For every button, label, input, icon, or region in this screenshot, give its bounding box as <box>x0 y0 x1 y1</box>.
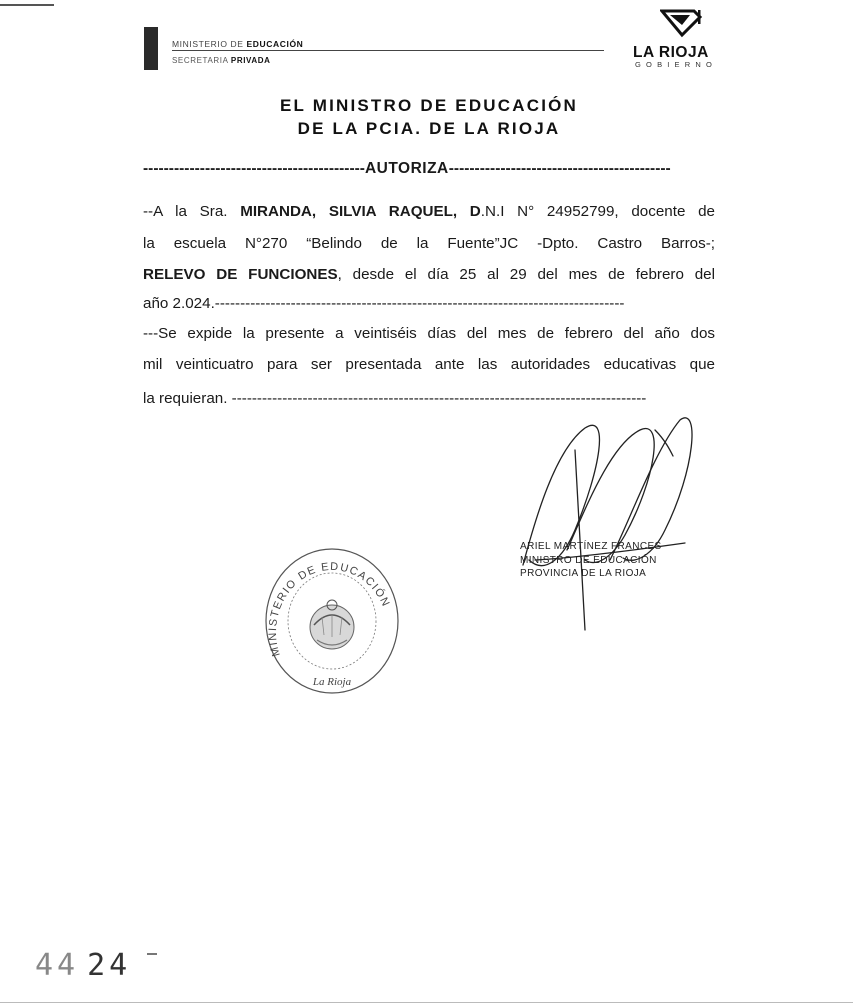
page-number: 44 24 <box>35 948 132 983</box>
body-line-1: --A la Sra. MIRANDA, SILVIA RAQUEL, D.N.I N° 24952799, docente de <box>143 203 715 220</box>
seal-ring-label: MINISTERIO DE EDUCACIÓN <box>266 560 392 658</box>
signatory-name: ARIEL MARTÍNEZ FRANCES <box>520 541 662 552</box>
body-line-4: año 2.024.--------------------------------------------------------------------------------- <box>143 295 625 312</box>
la-rioja-logo-sub: GOBIERNO <box>635 60 718 69</box>
la-rioja-logo-icon <box>660 8 704 38</box>
letterhead-office: SECRETARIA PRIVADA <box>172 56 271 65</box>
body-line-2: la escuela N°270 “Belindo de la Fuente”JC -Dpto. Castro Barros-; <box>143 235 715 252</box>
body-line-3: RELEVO DE FUNCIONES, desde el día 25 al 29 del mes de febrero del <box>143 266 715 283</box>
letterhead-ministry: MINISTERIO DE EDUCACIÓN <box>172 39 304 49</box>
body-line-6: mil veinticuatro para ser presentada ante las autoridades educativas que <box>143 356 715 373</box>
document-title-line1: EL MINISTRO DE EDUCACIÓN <box>279 96 579 115</box>
signatory-role: MINISTRO DE EDUCACIÓN <box>520 554 657 566</box>
page-number-mark <box>147 953 157 955</box>
seal-ring-text <box>262 545 402 697</box>
svg-text:MINISTERIO DE EDUCACIÓN <box>267 561 392 658</box>
body-line-7: la requieran. ---------------------------------------------------------------------------------- <box>143 390 647 407</box>
handwritten-signature <box>515 410 705 635</box>
autoriza-heading: -------------------------------------------AUTORIZA------------------------------------------- <box>143 160 671 177</box>
scan-edge-mark <box>0 4 54 6</box>
letterhead-rule <box>172 50 604 51</box>
scan-bottom-edge <box>0 1002 853 1003</box>
document-title-line2: DE LA PCIA. DE LA RIOJA <box>297 119 561 138</box>
letterhead-bar <box>144 27 158 70</box>
body-line-5: ---Se expide la presente a veintiséis días del mes de febrero del año dos <box>143 325 715 342</box>
la-rioja-logo-name: LA RIOJA <box>633 44 709 61</box>
seal-bottom-label: La Rioja <box>312 676 352 688</box>
signatory-province: PROVINCIA DE LA RIOJA <box>520 568 647 579</box>
